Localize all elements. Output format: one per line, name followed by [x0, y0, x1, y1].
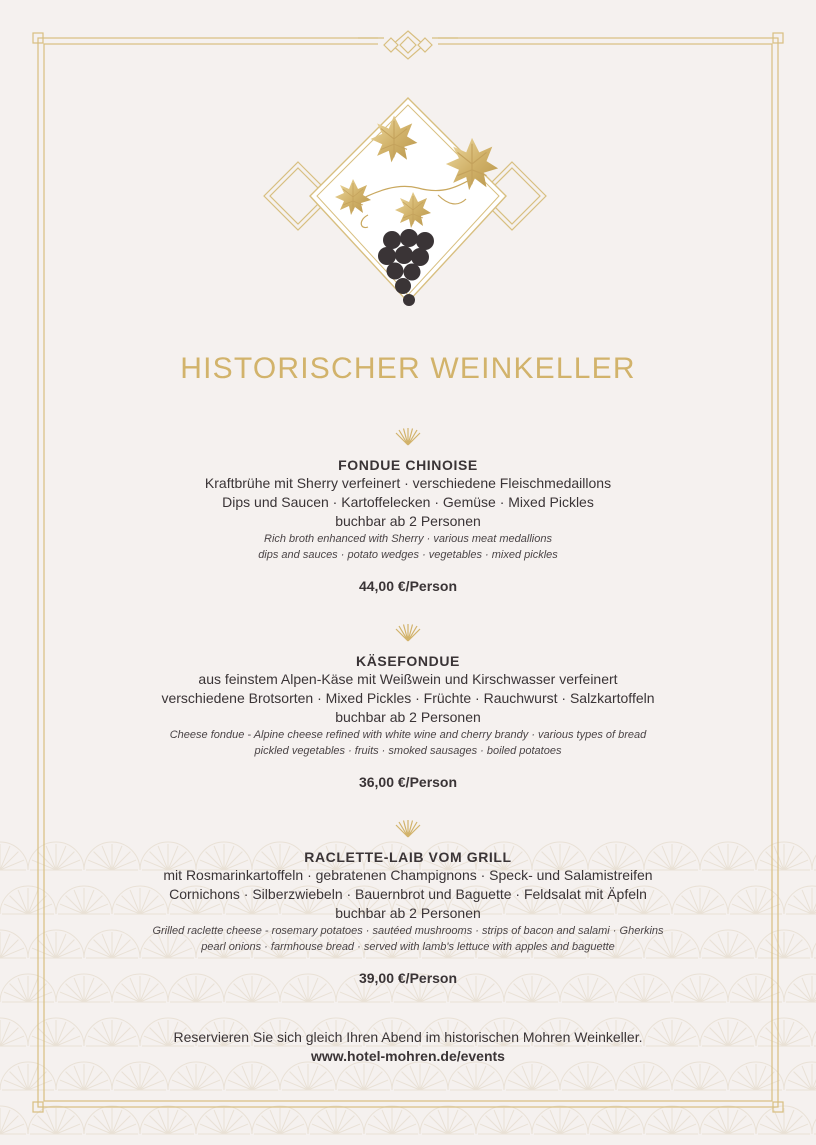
footer [0, 1028, 816, 1066]
description-de-line: Cornichons · Silberzwiebeln · Bauernbrot und Baguette · Feldsalat mit Äpfeln [169, 886, 647, 902]
description-de-line: mit Rosmarinkartoffeln · gebratenen Champignons · Speck- und Salamistreifen [163, 867, 653, 883]
section-title: RACLETTE-LAIB VOM GRILL [304, 849, 512, 865]
price: 44,00 €/Person [358, 578, 458, 594]
price: 36,00 €/Person [358, 774, 458, 790]
menu-section-raclette [100, 820, 716, 987]
description-en-line: Grilled raclette cheese - rosemary potatoes · sautéed mushrooms · strips of bacon and salami · Gherkins [152, 925, 664, 937]
description-en-line: Cheese fondue - Alpine cheese refined with white wine and cherry brandy · various types of bread [169, 729, 647, 741]
price: 39,00 €/Person [358, 970, 458, 986]
min-persons-note: buchbar ab 2 Personen [335, 905, 481, 921]
description-en-line: Rich broth enhanced with Sherry · various meat medallions [264, 533, 552, 545]
description-en-line: pearl onions · farmhouse bread · served with lamb's lettuce with apples and baguette [201, 941, 615, 953]
fan-ornament-icon [395, 820, 421, 838]
menu-section-fondue-chinoise [100, 428, 716, 595]
frame-top-ornament [358, 31, 458, 59]
website-link[interactable]: www.hotel-mohren.de/events [311, 1048, 505, 1064]
fan-ornament-icon [395, 428, 421, 446]
description-de-line: verschiedene Brotsorten · Mixed Pickles · Früchte · Rauchwurst · Salzkartoffeln [161, 690, 655, 706]
description-de-line: Dips und Saucen · Kartoffelecken · Gemüse · Mixed Pickles [222, 494, 594, 510]
page-title: HISTORISCHER WEINKELLER [180, 352, 636, 385]
min-persons-note: buchbar ab 2 Personen [335, 513, 481, 529]
menu-section-kaesefondue [100, 624, 716, 791]
vine-grape-emblem [258, 95, 558, 315]
min-persons-note: buchbar ab 2 Personen [335, 709, 481, 725]
description-de-line: Kraftbrühe mit Sherry verfeinert · verschiedene Fleischmedaillons [204, 475, 612, 491]
description-en-line: dips and sauces · potato wedges · vegetables · mixed pickles [258, 549, 558, 561]
description-de-line: aus feinstem Alpen-Käse mit Weißwein und Kirschwasser verfeinert [198, 671, 618, 687]
reservation-note: Reservieren Sie sich gleich Ihren Abend im historischen Mohren Weinkeller. [173, 1029, 643, 1045]
section-title: FONDUE CHINOISE [338, 457, 478, 473]
description-en-line: pickled vegetables · fruits · smoked sausages · boiled potatoes [254, 745, 562, 757]
fan-ornament-icon [395, 624, 421, 642]
section-title: KÄSEFONDUE [355, 653, 460, 669]
